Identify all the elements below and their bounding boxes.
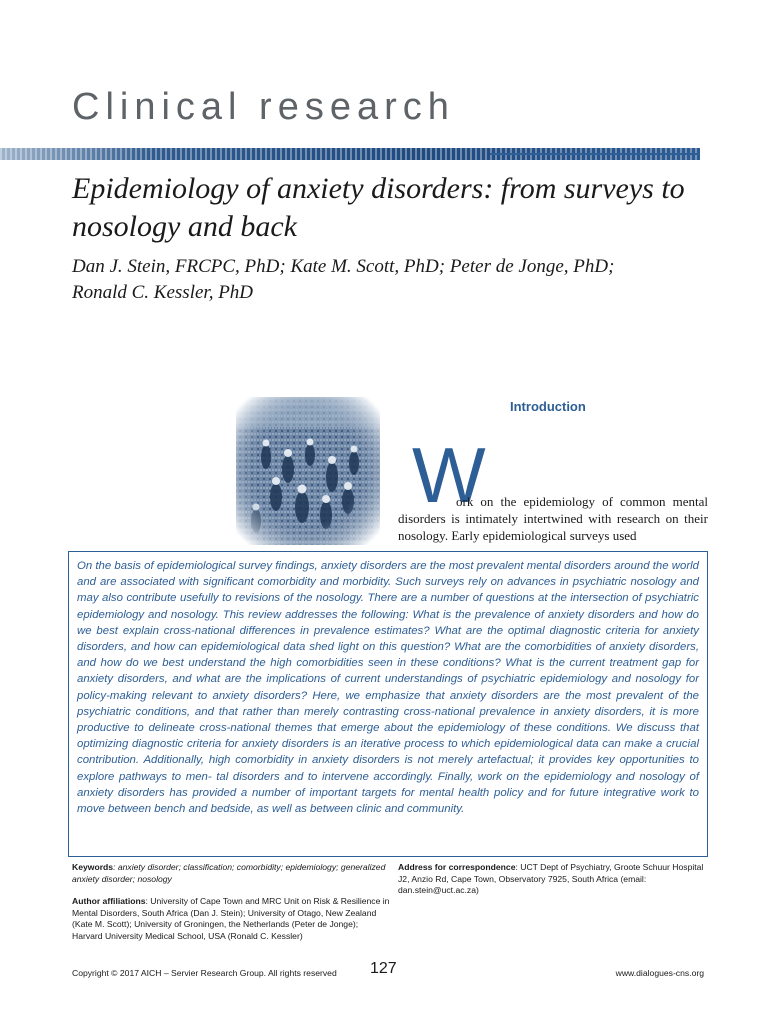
correspondence-address <box>398 862 710 897</box>
affiliations-label: Author affiliations <box>72 896 146 906</box>
article-title: Epidemiology of anxiety disorders: from surveys to nosology and back <box>72 172 685 243</box>
abstract-text: On the basis of epidemiological survey findings, anxiety disorders are the most prevalent mental disorders around the world and are associated with significant comorbidity and morbidity. Such surveys rely on advances in psychiatric nosology and may also contribute usefully to revisions of the nosology. There are a number of questions at the intersection of psychiatric epidemiology and nosology. This review addresses the following: What is the prevalence of anxiety disorders and how do we best explain cross-national differences in prevalence estimates? What are the optimal diagnostic criteria for anxiety disorders, and how can epidemiological data shed light on this question? What are the comorbidities of anxiety disorders, and how do we best understand the high comorbidities seen in these conditions? What is the current treatment gap for anxiety disorders, and what are the implications of current understandings of psychiatric epidemiology and nosology for policy-making relevant to anxiety disorders? Here, we emphasize that anxiety disorders are the most prevalent of the psychiatric conditions, and that rather than merely contrasting cross-national prevalence in anxiety disorders, it is more productive to delineate cross-national themes that emerge about the epidemiology of these conditions. We discuss that optimizing diagnostic criteria for anxiety disorders is an iterative process to which epidemiological data can make a crucial contribution. Additionally, high comorbidity in anxiety disorders is not merely artefactual; it provides key opportunities to explore pathways to men- tal disorders and to intervene accordingly. Finally, work on the epidemiology and nosology of anxiety disorders has provided a number of important targets for mental health policy and for future integrative work to move between bench and bedside, as well as between clinic and community. <box>77 560 699 816</box>
keywords <box>72 862 390 885</box>
header-rule-line <box>490 153 700 155</box>
introduction-text: ork on the epidemiology of common mental disorders is intimately intertwined with research on their nosology. Early epidemiological surveys used <box>398 494 708 543</box>
introduction-heading: Introduction <box>510 399 586 414</box>
author-line-2: Ronald C. Kessler, PhD <box>72 282 254 303</box>
author-affiliations <box>72 896 390 942</box>
keywords-text: : anxiety disorder; classification; comorbidity; epidemiology; generalized anxiety disorder; nosology <box>72 862 386 884</box>
correspondence-label: Address for correspondence <box>398 862 516 872</box>
abstract-box <box>68 551 708 857</box>
page-number: 127 <box>370 960 397 977</box>
author-list <box>72 254 712 306</box>
affiliations-text: : University of Cape Town and MRC Unit on Risk & Resilience in Mental Disorders, South Africa (Dan J. Stein); University of Otago, New Zealand (Kate M. Scott); University of Groningen, the Netherlands (Peter de Jonge); Harvard University Medical School, USA (Ronald C. Kessler) <box>72 896 390 941</box>
section-header: Clinical research <box>72 86 455 128</box>
correspondence-text: : UCT Dept of Psychiatry, Groote Schuur Hospital J2, Anzio Rd, Cape Town, Observatory 7925, South Africa (email: dan.stein@uct.ac.za) <box>398 862 704 895</box>
author-line-1: Dan J. Stein, FRCPC, PhD; Kate M. Scott, PhD; Peter de Jonge, PhD; <box>72 256 615 277</box>
journal-url: www.dialogues-cns.org <box>615 968 704 978</box>
keywords-label: Keywords <box>72 862 114 872</box>
copyright-notice: Copyright © 2017 AICH – Servier Research Group. All rights reserved <box>72 968 337 978</box>
crowd-photo <box>236 397 380 545</box>
drop-cap: W <box>412 431 486 519</box>
